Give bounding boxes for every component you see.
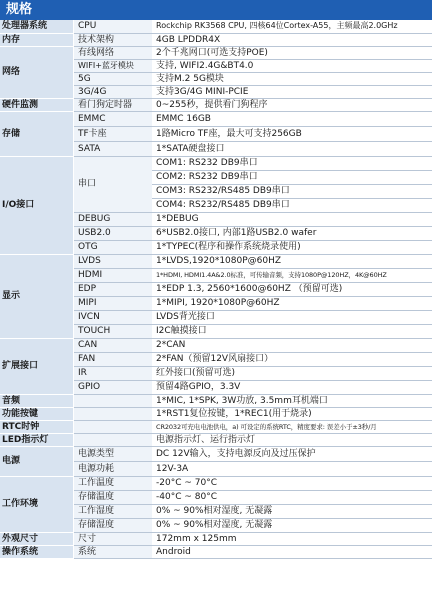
spec-value: 预留4路GPIO，3.3V	[152, 380, 432, 394]
category-environment: 工作环境	[0, 476, 74, 532]
spec-value: DC 12V输入，支持电源反向及过压保护	[152, 446, 432, 461]
spec-label: SATA	[74, 141, 153, 156]
spec-value: 1*MIC, 1*SPK, 3W功放, 3.5mm耳机端口	[152, 394, 432, 407]
spec-row-buttons	[0, 407, 432, 420]
spec-value: 0% ~ 90%相对湿度, 无凝露	[152, 504, 432, 518]
spec-label: IR	[74, 366, 153, 380]
spec-value: LVDS背光接口	[152, 310, 432, 324]
category-cpu: 处理器系统	[0, 20, 74, 33]
spec-label: 5G	[74, 72, 153, 85]
category-display: 显示	[0, 254, 74, 338]
spec-value: 172mm x 125mm	[152, 532, 432, 545]
spec-label: 有线网络	[74, 46, 153, 59]
spec-label: 系统	[74, 545, 153, 558]
spec-value: 1路Micro TF座，最大可支持256GB	[152, 126, 432, 141]
spec-label: GPIO	[74, 380, 153, 394]
spec-row-led	[0, 433, 432, 446]
spec-row-power	[0, 446, 432, 461]
spec-row-os	[0, 545, 432, 558]
spec-value: 1*MIPI, 1920*1080P@60HZ	[152, 296, 432, 310]
spec-label: 电源功耗	[74, 461, 153, 476]
category-storage: 存储	[0, 111, 74, 156]
spec-value: COM1: RS232 DB9串口	[152, 156, 432, 170]
spec-value: 红外接口(预留可选)	[152, 366, 432, 380]
spec-value: 1*TYPEC(程序和操作系统烧录使用)	[152, 240, 432, 254]
spec-value: 1*HDMI, HDMI1.4A&2.0标准，可传输音频，支持1080P@120HZ，4K@60HZ	[152, 268, 432, 282]
spec-row-expansion	[0, 338, 432, 352]
spec-label: HDMI	[74, 268, 153, 282]
spec-value: 6*USB2.0接口, 内部1路USB2.0 wafer	[152, 226, 432, 240]
spec-value: -40°C ~ 80°C	[152, 490, 432, 504]
spec-row-io	[0, 156, 432, 170]
spec-label: TF卡座	[74, 126, 153, 141]
spec-row-dimensions	[0, 532, 432, 545]
spec-row-memory	[0, 33, 432, 46]
spec-label: 电源类型	[74, 446, 153, 461]
category-io: I/O接口	[0, 156, 74, 254]
spec-label: EMMC	[74, 111, 153, 126]
spec-label: 看门狗定时器	[74, 98, 153, 111]
spec-value: 电源指示灯、运行指示灯	[152, 433, 432, 446]
spec-value: -20°C ~ 70°C	[152, 476, 432, 490]
category-os: 操作系统	[0, 545, 74, 558]
spec-label: MIPI	[74, 296, 153, 310]
spec-value: EMMC 16GB	[152, 111, 432, 126]
spec-value: 1*LVDS,1920*1080P@60HZ	[152, 254, 432, 268]
spec-label: 尺寸	[74, 532, 153, 545]
spec-label: 3G/4G	[74, 85, 153, 98]
spec-value: 0% ~ 90%相对湿度, 无凝露	[152, 518, 432, 532]
category-expansion: 扩展接口	[0, 338, 74, 394]
spec-label: 存储温度	[74, 490, 153, 504]
category-network: 网络	[0, 46, 74, 98]
category-led: LED指示灯	[0, 433, 74, 446]
spec-value: Rockchip RK3568 CPU, 四核64位Cortex-A55，主频最高2.0GHz	[152, 20, 432, 33]
spec-label: EDP	[74, 282, 153, 296]
spec-label: CAN	[74, 338, 153, 352]
spec-label: 工作温度	[74, 476, 153, 490]
spec-label: FAN	[74, 352, 153, 366]
spec-value: 1*EDP 1.3, 2560*1600@60HZ （预留可选)	[152, 282, 432, 296]
spec-label-serial: 串口	[74, 156, 153, 212]
category-buttons: 功能按键	[0, 407, 74, 420]
spec-value: 1*DEBUG	[152, 212, 432, 226]
spec-row-display	[0, 254, 432, 268]
spec-value: COM4: RS232/RS485 DB9串口	[152, 198, 432, 212]
spec-row-storage	[0, 111, 432, 126]
spec-label: IVCN	[74, 310, 153, 324]
category-power: 电源	[0, 446, 74, 476]
spec-row-cpu	[0, 20, 432, 33]
spec-label: TOUCH	[74, 324, 153, 338]
spec-label-empty	[74, 407, 153, 420]
category-rtc: RTC时钟	[0, 420, 74, 433]
spec-row-network	[0, 46, 432, 59]
spec-label: CPU	[74, 20, 153, 33]
spec-row-rtc	[0, 420, 432, 433]
spec-value: I2C触摸接口	[152, 324, 432, 338]
spec-table	[0, 20, 432, 559]
spec-value: 12V-3A	[152, 461, 432, 476]
spec-label-empty	[74, 433, 153, 446]
spec-label-empty	[74, 420, 153, 433]
spec-label: WIFI+蓝牙模块	[74, 59, 153, 72]
spec-value: CR2032可充电电池供电，a) 可设定的系统RTC，精度要求: 误差小于±3秒/月	[152, 420, 432, 433]
spec-label: 技术架构	[74, 33, 153, 46]
spec-label: OTG	[74, 240, 153, 254]
spec-label: 存储湿度	[74, 518, 153, 532]
spec-label: USB2.0	[74, 226, 153, 240]
spec-value: 4GB LPDDR4X	[152, 33, 432, 46]
spec-row-hw-monitor	[0, 98, 432, 111]
spec-label: LVDS	[74, 254, 153, 268]
spec-value: COM3: RS232/RS485 DB9串口	[152, 184, 432, 198]
spec-value: COM2: RS232 DB9串口	[152, 170, 432, 184]
spec-label-empty	[74, 394, 153, 407]
spec-value: 2*FAN（预留12V风扇接口）	[152, 352, 432, 366]
spec-row-environment	[0, 476, 432, 490]
spec-value: 2个千兆网口(可选支持POE)	[152, 46, 432, 59]
spec-value: 支持, WIFI2.4G&BT4.0	[152, 59, 432, 72]
spec-value: 1*SATA硬盘接口	[152, 141, 432, 156]
category-dimensions: 外观尺寸	[0, 532, 74, 545]
spec-row-audio	[0, 394, 432, 407]
spec-label: DEBUG	[74, 212, 153, 226]
spec-value: 2*CAN	[152, 338, 432, 352]
spec-value: 支持M.2 5G模块	[152, 72, 432, 85]
spec-value: 支持3G/4G MINI-PCIE	[152, 85, 432, 98]
category-hw-monitor: 硬件监测	[0, 98, 74, 111]
spec-value: 0~255秒，提供看门狗程序	[152, 98, 432, 111]
section-title: 规格	[0, 0, 432, 20]
category-audio: 音频	[0, 394, 74, 407]
spec-value: Android	[152, 545, 432, 558]
spec-label: 工作湿度	[74, 504, 153, 518]
category-memory: 内存	[0, 33, 74, 46]
spec-value: 1*RST1复位按键，1*REC1(用于烧录)	[152, 407, 432, 420]
